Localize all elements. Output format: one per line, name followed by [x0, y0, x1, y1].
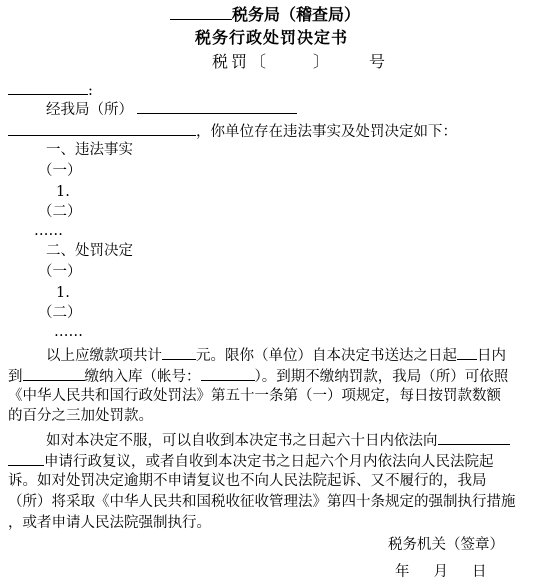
bureau-suffix: 税务局（稽查局）: [232, 5, 361, 24]
tax-bureau-header: [170, 5, 360, 25]
review-agency-blank: [438, 430, 510, 445]
payment-text-2b: 缴纳入库（帐号：: [84, 369, 201, 385]
violation-subitem-1: （一）: [38, 163, 82, 179]
payment-text-1c: 日内: [477, 348, 506, 364]
appeal-text-2: 申请行政复议，或者自收到本决定书之日起六个月内依法向人民法院起: [44, 454, 494, 470]
penalty-ellipsis: ……: [54, 324, 83, 340]
appeal-line-2: [8, 451, 494, 471]
review-agency-blank-2: [8, 451, 44, 466]
doc-number-prefix: 税罚〔: [212, 52, 270, 71]
violation-ellipsis: ……: [34, 223, 63, 239]
intro-text-1: 经我局（所）: [46, 102, 133, 118]
addressee-line: [8, 80, 93, 100]
violation-heading: 一、违法事实: [46, 142, 133, 158]
doc-number-suffix: 号: [369, 52, 386, 71]
payment-text-1a: 以上应缴款项共计: [46, 348, 162, 364]
date-month: 月: [433, 564, 448, 580]
amount-blank: [162, 345, 196, 360]
penalty-subitem-1: （一）: [38, 264, 82, 280]
intro-line-2: [8, 121, 457, 141]
document-number-line: [212, 52, 385, 72]
bureau-name-blank: [170, 5, 232, 20]
payment-line-1: [46, 345, 506, 365]
intro-blank-2: [8, 121, 196, 136]
payment-text-2c: ）。到期不缴纳罚款，我局（所）可依照: [254, 369, 509, 385]
appeal-line-1: [46, 430, 510, 450]
penalty-subitem-2: （二）: [38, 305, 82, 321]
penalty-heading: 二、处罚决定: [46, 243, 133, 259]
intro-line-1: [46, 99, 297, 119]
document-title: 税务行政处罚决定书: [195, 28, 349, 47]
tax-authority-seal: 税务机关（签章）: [388, 537, 504, 553]
penalty-point-1: 1.: [56, 285, 70, 301]
appeal-line-4: （所）将采取《中华人民共和国税收征收管理法》第四十条规定的强制执行措施: [8, 494, 516, 510]
violation-point-1: 1.: [56, 184, 70, 200]
account-blank: [201, 366, 255, 381]
violation-subitem-2: （二）: [38, 204, 82, 220]
appeal-line-3: 诉。如对处罚决定逾期不申请复议也不向人民法院起诉、又不履行的，我局: [8, 473, 487, 489]
date-line: [395, 563, 487, 581]
payment-line-2: [8, 366, 508, 386]
date-year: 年: [395, 564, 410, 580]
payment-line-3: 《中华人民共和国行政处罚法》第五十一条第（一）项规定，每日按罚款数额: [8, 388, 501, 404]
days-blank: [457, 345, 477, 360]
appeal-text-1: 如对本决定不服，可以自收到本决定书之日起六十日内依法向: [46, 433, 438, 449]
doc-number-mid: 〕: [313, 52, 330, 71]
payment-text-2a: 到: [8, 369, 23, 385]
addressee-blank: [8, 80, 88, 95]
payment-line-4: 的百分之三加处罚款。: [8, 408, 153, 424]
addressee-colon: :: [88, 83, 93, 99]
appeal-line-5: ，或者申请人民法院强制执行。: [8, 515, 211, 531]
payment-text-1b: 元。限你（单位）自本决定书送达之日起: [196, 348, 457, 364]
treasury-blank: [23, 366, 85, 381]
intro-text-2: ，你单位存在违法事实及处罚决定如下：: [196, 124, 457, 140]
date-day: 日: [472, 564, 487, 580]
intro-blank-1: [137, 99, 297, 114]
